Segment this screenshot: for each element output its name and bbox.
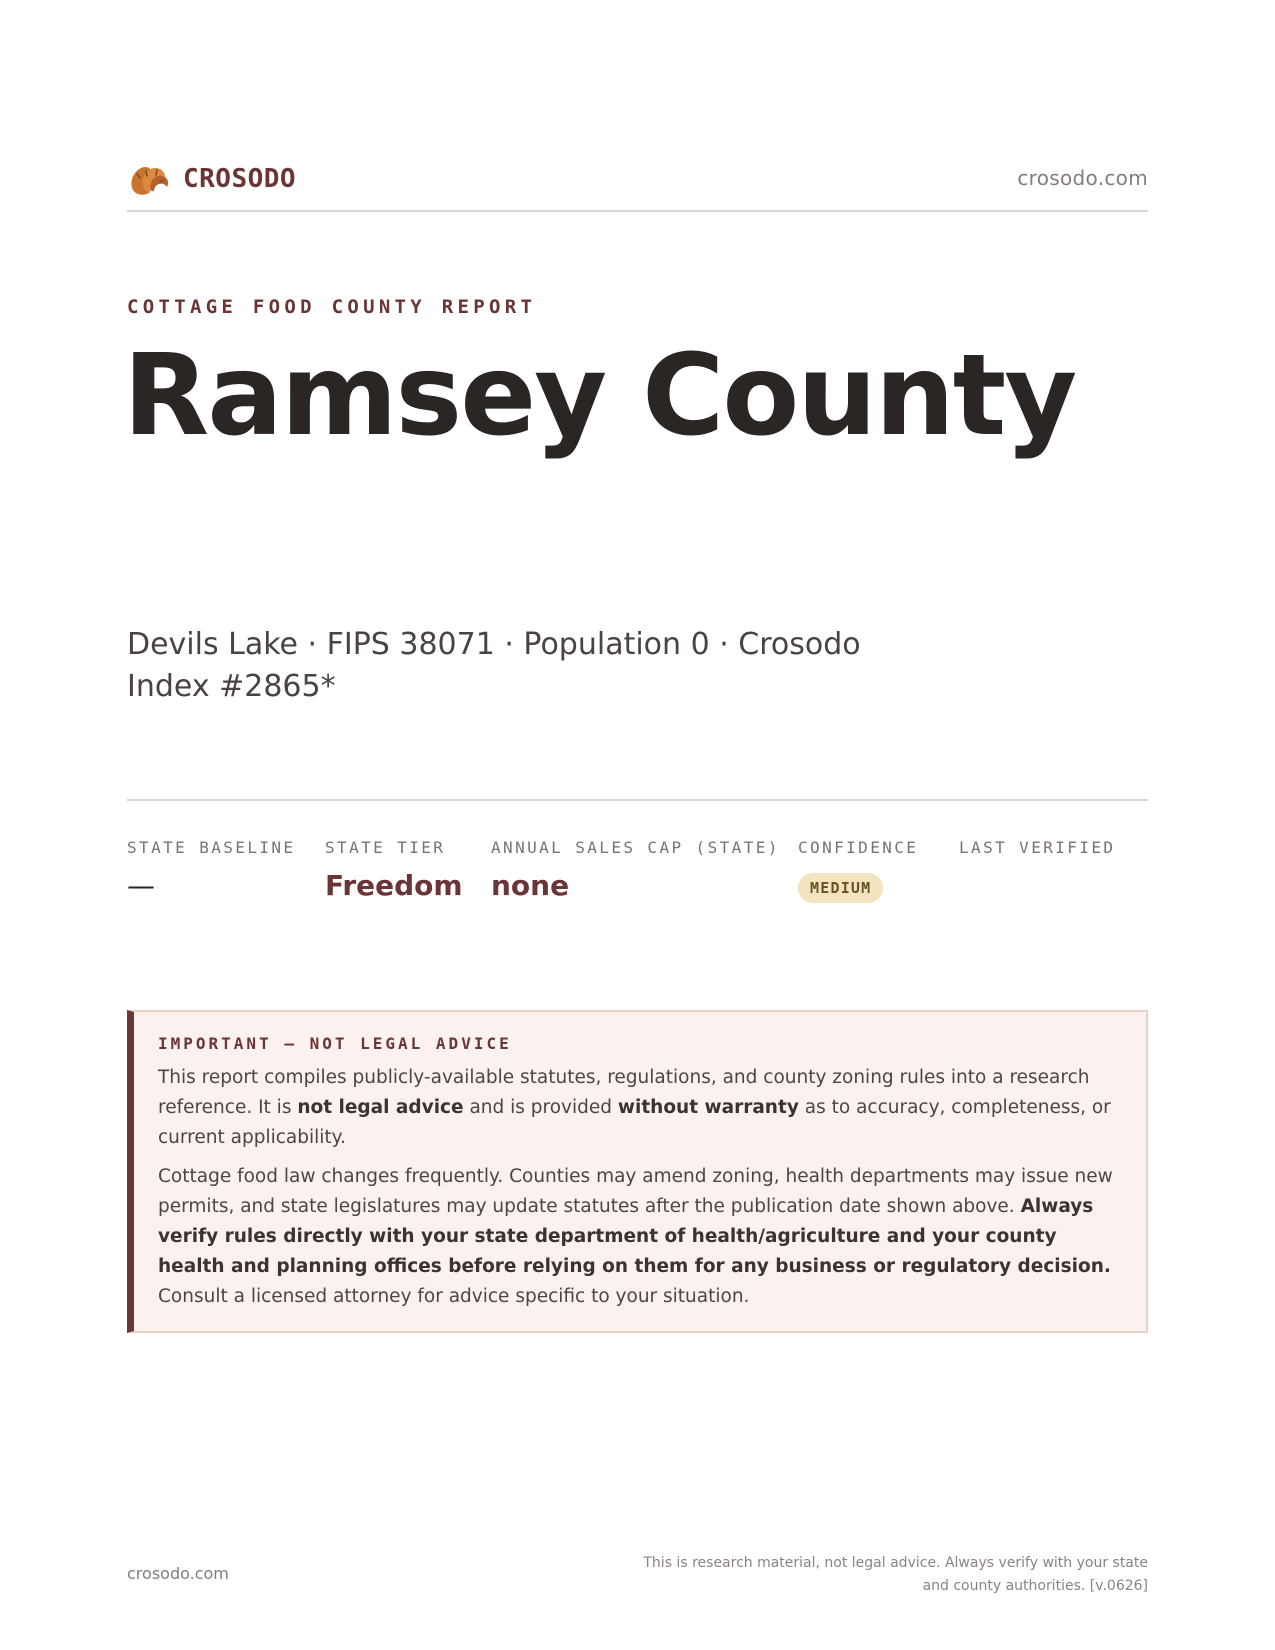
- report-page: [123, 0, 1148, 1650]
- stat-label: LAST VERIFIED: [959, 838, 1116, 857]
- footer-note: [628, 1552, 1148, 1598]
- footer-url[interactable]: crosodo.com: [127, 1564, 229, 1583]
- footer-note-line: This is research material, not legal advice. Always verify with your state: [643, 1555, 1148, 1571]
- confidence-badge: MEDIUM: [798, 873, 883, 903]
- text-run: as to accuracy, completeness, or current applicability.: [158, 1097, 1111, 1148]
- stat-annual-sales-cap: [491, 838, 780, 902]
- stat-label: ANNUAL SALES CAP (STATE): [491, 838, 780, 857]
- header-url[interactable]: crosodo.com: [1017, 166, 1148, 190]
- county-title: Ramsey County: [123, 331, 1076, 461]
- stat-value: Freedom: [325, 869, 463, 902]
- disclaimer-paragraph-2: [158, 1162, 1122, 1312]
- text-emphasis: not legal advice: [297, 1097, 464, 1118]
- text-run: Cottage food law changes frequently. Counties may amend zoning, health departments may issue new permits, and state legislatures may update statutes after the publication date shown above.: [158, 1166, 1113, 1217]
- text-emphasis: Always verify rules directly with your state department of health/agriculture and your county health and planning offices before relying on them for any business or regulatory decision.: [158, 1196, 1111, 1277]
- stats-row: [127, 799, 1148, 921]
- stat-state-baseline: [127, 838, 295, 902]
- footer-note-line: and county authorities. [v.0626]: [922, 1578, 1148, 1594]
- stat-label: STATE BASELINE: [127, 838, 296, 857]
- croissant-icon: [127, 160, 171, 198]
- stat-state-tier: [325, 838, 463, 902]
- stat-label: STATE TIER: [325, 838, 446, 857]
- disclaimer-heading: IMPORTANT — NOT LEGAL ADVICE: [158, 1034, 512, 1053]
- stat-value: —: [127, 869, 155, 902]
- text-run: This report compiles publicly-available statutes, regulations, and county zoning rules into a research reference. It is: [158, 1067, 1090, 1118]
- brand[interactable]: [127, 160, 296, 198]
- stat-last-verified: [959, 838, 1115, 869]
- stat-label: CONFIDENCE: [798, 838, 919, 857]
- brand-name: CROSODO: [183, 164, 297, 194]
- page-header: [127, 158, 1148, 212]
- report-eyebrow: COTTAGE FOOD COUNTY REPORT: [127, 296, 537, 318]
- disclaimer-paragraph-1: [158, 1063, 1122, 1153]
- stat-value: none: [491, 869, 570, 902]
- text-run: Consult a licensed attorney for advice specific to your situation.: [158, 1286, 750, 1307]
- legal-disclaimer: [127, 1010, 1148, 1333]
- text-run: and is provided: [463, 1097, 618, 1118]
- county-subtitle: Devils Lake · FIPS 38071 · Population 0 · Crosodo Index #2865*: [127, 627, 861, 704]
- text-emphasis: without warranty: [617, 1097, 799, 1118]
- stat-confidence: [798, 838, 918, 903]
